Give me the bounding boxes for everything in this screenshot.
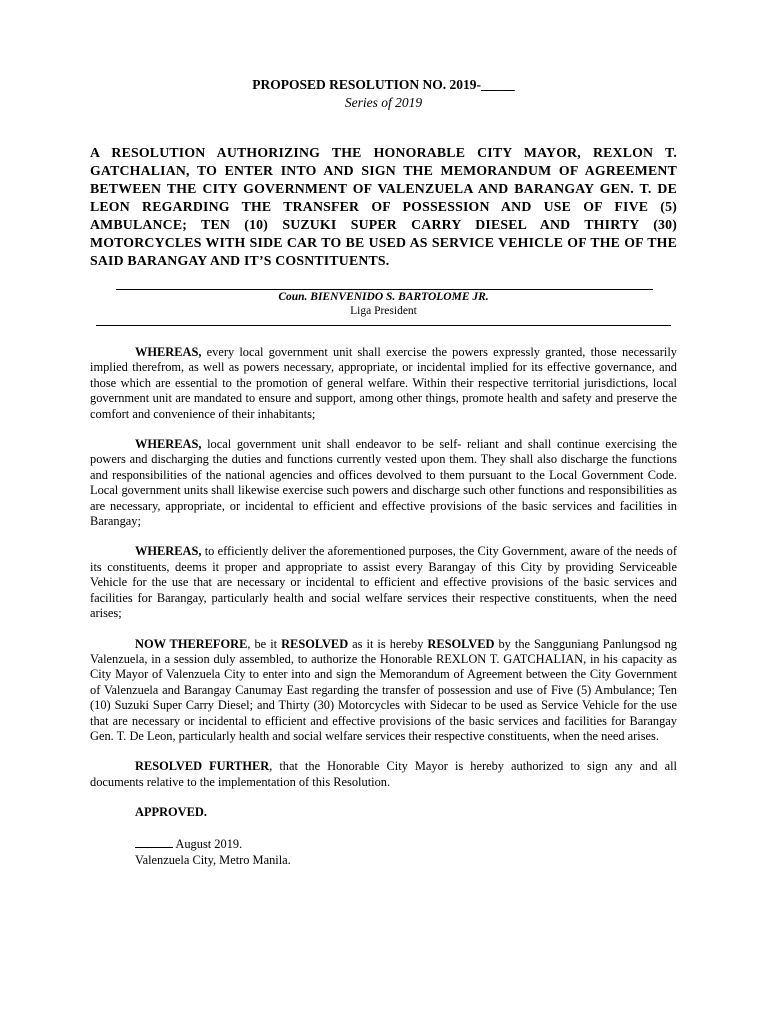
whereas-lead: WHEREAS, — [135, 544, 202, 559]
whereas-lead: WHEREAS, — [135, 345, 202, 359]
resolution-text: by the Sangguniang Panlungsod ng Valenzuela, in a session duly assembled, to authorize the Honorable REXLON T. GATCHALIAN, in his capacity as City Mayor of Valenzuela City to enter into and sign the Memorandum of Agreement between the City Government of Valenzuela and Barangay Canumay East regarding the transfer of possession and use of Five (5) Ambulance; Ten (10) Suzuki Super Carry Diesel; and Thirty (30) Motorcycles with Sidecar to be used as Service Vehicle for the use that are necessary or incidental to efficient and effective provisions of the basic services and facilities for Barangay Gen. T. De Leon, particularly health and social welfare services their respective constituents, when the need arises. — [90, 636, 677, 743]
now-therefore-lead: NOW THEREFORE — [135, 636, 248, 651]
whereas-lead: WHEREAS, — [135, 437, 202, 452]
whereas-paragraph-3 — [90, 544, 677, 621]
resolved-further-paragraph — [90, 759, 677, 790]
whereas-paragraph-2 — [90, 437, 677, 529]
resolved-keyword: RESOLVED — [281, 636, 349, 651]
whereas-text: every local government unit shall exercise the powers expressly granted, those necessarily implied therefrom, as well as powers necessary, appropriate, or incidental implied for its effective governance, and those which are essential to the promotion of general welfare. Within their respective territorial jurisdictions, local government unit are mandated to ensure and support, among other things, promote health and safety and preserve the comfort and convenience of their inhabitants; — [90, 345, 677, 421]
connector-text: , be it — [247, 636, 282, 651]
separator-line — [96, 325, 671, 326]
resolved-keyword: RESOLVED — [427, 636, 495, 651]
resolution-document — [90, 76, 677, 868]
date-blank — [135, 836, 173, 848]
approval-location: Valenzuela City, Metro Manila. — [135, 852, 291, 867]
connector-text: as it is hereby — [348, 636, 428, 651]
whereas-text: local government unit shall endeavor to be self- reliant and shall continue exercising the powers and discharging the duties and functions currently vested upon them. They shall also discharge the functions and responsibilities of the national agencies and offices devolved to them pursuant to the Local Government Code. Local government units shall likewise exercise such powers and discharge such other functions and responsibilities as are necessary, appropriate, or incidental to efficient and effective provisions of the basic services and facilities in Barangay; — [90, 437, 677, 529]
resolved-further-text: , that the Honorable City Mayor is hereby authorized to sign any and all documents relative to the implementation of this Resolution. — [90, 759, 677, 789]
approved-label: APPROVED. — [135, 805, 207, 820]
whereas-text: to efficiently deliver the aforementioned purposes, the City Government, aware of the needs of its constituents, deems it proper and appropriate to assist every Barangay of this City by providing Serviceable Vehicle for the use that are necessary or incidental to efficient and effective provisions of the basic services and facilities for Barangay, particularly health and social welfare services their respective constituents, when the need arises; — [90, 544, 677, 621]
now-therefore-paragraph — [90, 637, 677, 745]
resolved-further-lead: RESOLVED FURTHER — [135, 759, 270, 774]
whereas-paragraph-1 — [90, 345, 677, 422]
document-title: PROPOSED RESOLUTION NO. 2019-_____ — [252, 77, 515, 92]
resolution-heading: A RESOLUTION AUTHORIZING THE HONORABLE CITY MAYOR, REXLON T. GATCHALIAN, TO ENTER INTO AND SIGN THE MEMORANDUM OF AGREEMENT BETWEEN THE CITY GOVERNMENT OF VALENZUELA AND BARANGAY GEN. T. DE LEON REGARDING THE TRANSFER OF POSSESSION AND USE OF FIVE (5) AMBULANCE; TEN (10) SUZUKI SUPER CARRY DIESEL AND THIRTY (30) MOTORCYCLES WITH SIDE CAR TO BE USED AS SERVICE VEHICLE OF THE OF THE SAID BARANGAY AND IT’S COSNTITUENTS. — [90, 145, 677, 268]
approval-date-text: August 2019. — [173, 837, 243, 852]
sponsor-name: Coun. BIENVENIDO S. BARTOLOME JR. — [278, 291, 489, 303]
sponsor-position: Liga President — [350, 305, 417, 317]
approval-date — [135, 836, 677, 852]
document-series: Series of 2019 — [344, 95, 423, 110]
